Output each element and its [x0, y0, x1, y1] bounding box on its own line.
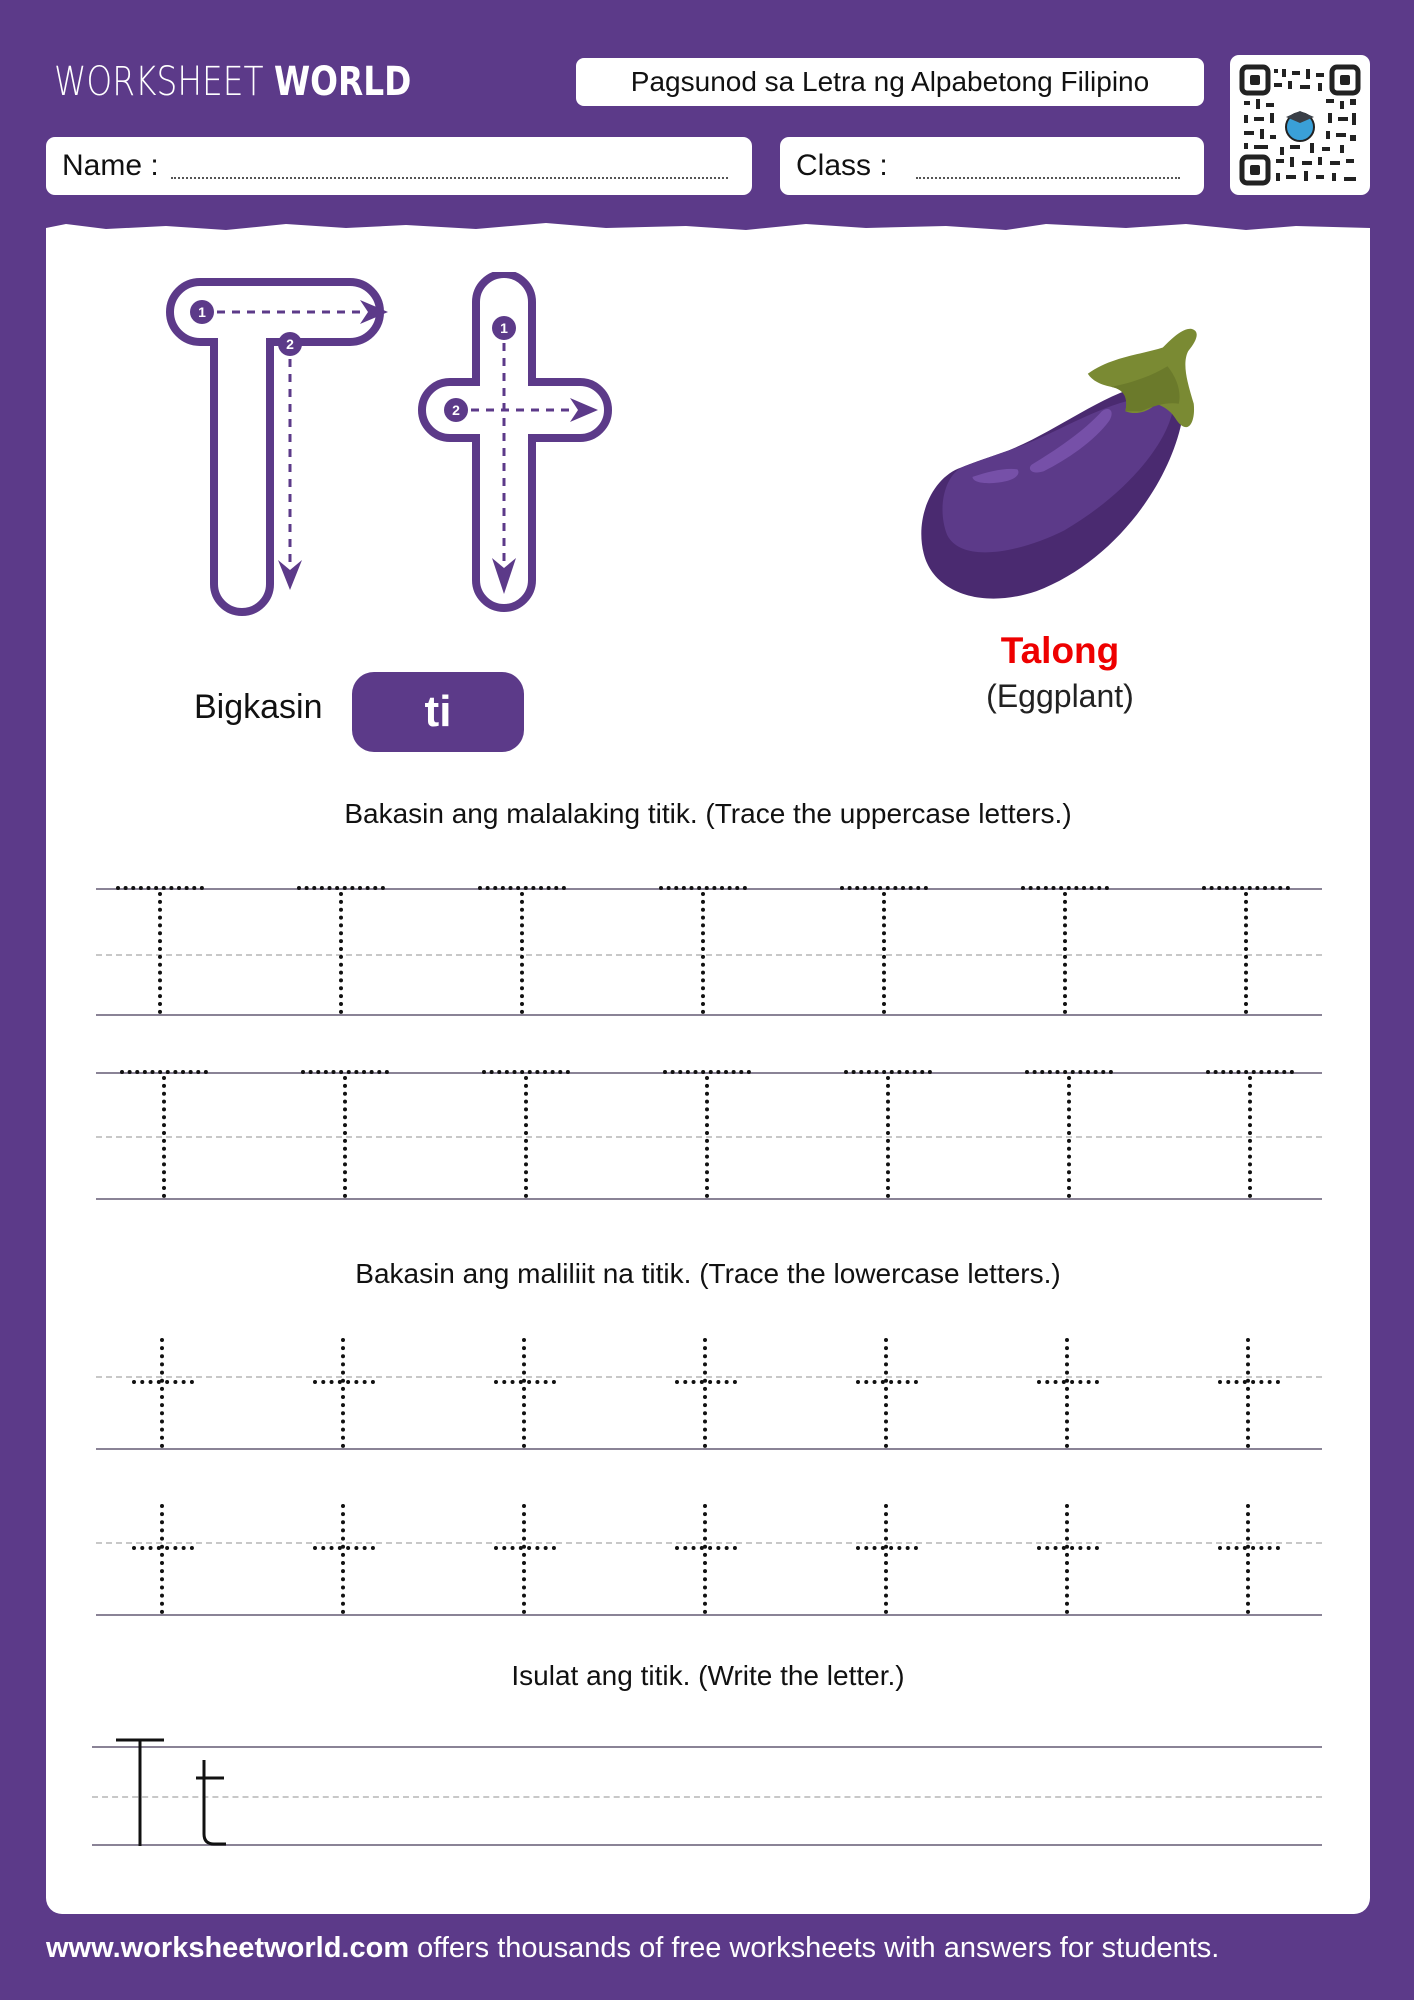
name-field[interactable]	[46, 137, 752, 195]
class-input-line[interactable]	[916, 177, 1180, 179]
lowercase-instruction: Bakasin ang maliliit na titik. (Trace the lowercase letters.)	[355, 1258, 1061, 1289]
class-label: Class :	[796, 149, 888, 182]
svg-text:1: 1	[500, 320, 508, 336]
model-letters-Tt	[116, 1736, 236, 1848]
qr-code-icon	[1230, 55, 1370, 195]
write-letter-row[interactable]	[92, 1746, 1322, 1850]
svg-text:2: 2	[452, 402, 460, 418]
eggplant-icon	[895, 310, 1215, 610]
lowercase-t-outline	[422, 274, 608, 608]
brand-name-thin: WORKSHEET	[54, 59, 264, 105]
brand-name-bold: WORLD	[273, 59, 412, 105]
brand-logo	[46, 44, 476, 120]
torn-edge-decoration	[46, 214, 1370, 236]
footer-text	[46, 1932, 1219, 1965]
uppercase-T-outline	[170, 282, 388, 612]
letter-stroke-guide	[160, 272, 620, 632]
pronounce-label: Bigkasin	[194, 688, 323, 726]
brand-name	[54, 59, 411, 105]
uppercase-trace-row-1[interactable]	[96, 888, 1322, 1018]
write-instruction: Isulat ang titik. (Write the letter.)	[511, 1660, 905, 1691]
lowercase-trace-row-1[interactable]	[96, 1336, 1322, 1452]
svg-text:1: 1	[198, 304, 206, 320]
footer-tagline: offers thousands of free worksheets with answers for students.	[409, 1932, 1220, 1964]
worksheet-title: Pagsunod sa Letra ng Alpabetong Filipino	[576, 58, 1204, 106]
name-label: Name :	[62, 149, 159, 182]
name-input-line[interactable]	[171, 177, 728, 179]
picture-translation: (Eggplant)	[986, 678, 1134, 714]
footer-url[interactable]: www.worksheetworld.com	[46, 1932, 410, 1964]
class-field[interactable]	[780, 137, 1204, 195]
uppercase-instruction: Bakasin ang malalaking titik. (Trace the uppercase letters.)	[344, 798, 1072, 829]
lowercase-trace-row-2[interactable]	[96, 1502, 1322, 1618]
uppercase-trace-row-2[interactable]	[96, 1072, 1322, 1202]
svg-text:2: 2	[286, 336, 294, 352]
qr-code	[1230, 55, 1370, 195]
pronounce-badge: ti	[352, 672, 524, 752]
picture-word: Talong	[1000, 630, 1120, 671]
